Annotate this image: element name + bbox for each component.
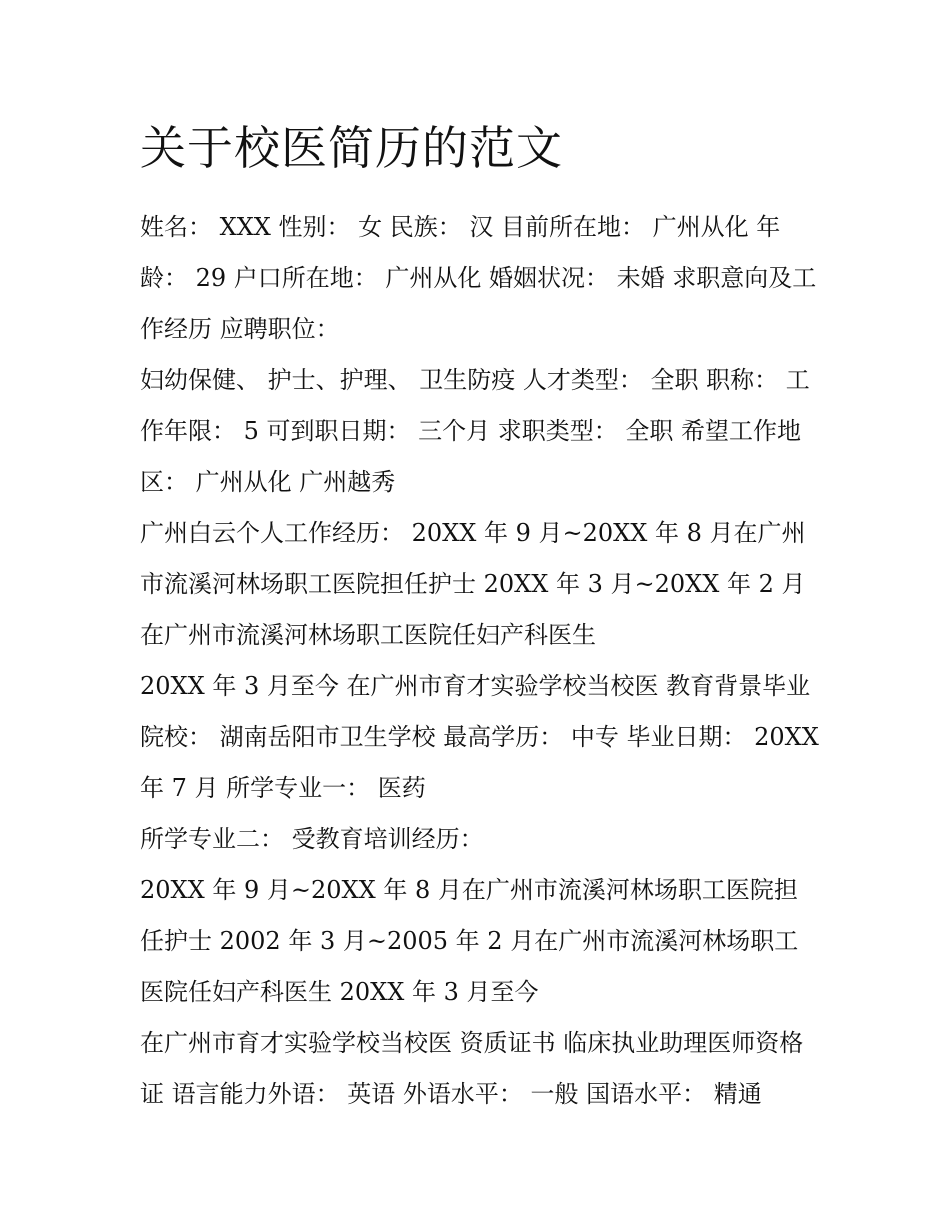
document-content (140, 118, 820, 1120)
paragraph-second-major: 所学专业二： 受教育培训经历： (140, 825, 484, 853)
document-title: 关于校医简历的范文 (140, 121, 563, 175)
paragraph-training-experience: 20XX 年 9 月~20XX 年 8 月在广州市流溪河林场职工医院担任护士 2002 年 3 月~2005 年 2 月在广州市流溪河林场职工医院任妇产科医生 20XX 年 3 月至今 (140, 876, 799, 1006)
paragraph-education-background: 20XX 年 3 月至今 在广州市育才实验学校当校医 教育背景毕业院校： 湖南岳阳市卫生学校 最高学历： 中专 毕业日期： 20XX 年 7 月 所学专业一： 医药 (140, 672, 819, 802)
paragraph-personal-info: 姓名： XXX 性别： 女 民族： 汉 目前所在地： 广州从化 年龄： 29 户口所在地： 广州从化 婚姻状况： 未婚 求职意向及工作经历 应聘职位： (140, 213, 817, 343)
paragraph-job-intention: 妇幼保健、 护士、护理、 卫生防疫 人才类型： 全职 职称： 工作年限： 5 可到职日期： 三个月 求职类型： 全职 希望工作地区： 广州从化 广州越秀 (140, 366, 810, 496)
paragraph-work-experience: 广州白云个人工作经历： 20XX 年 9 月~20XX 年 8 月在广州市流溪河林场职工医院担任护士 20XX 年 3 月~20XX 年 2 月在广州市流溪河林场职工医院任妇产科医生 (140, 519, 806, 649)
paragraph-certificates-languages: 在广州市育才实验学校当校医 资质证书 临床执业助理医师资格证 语言能力外语： 英语 外语水平： 一般 国语水平： 精通 (140, 1029, 804, 1108)
